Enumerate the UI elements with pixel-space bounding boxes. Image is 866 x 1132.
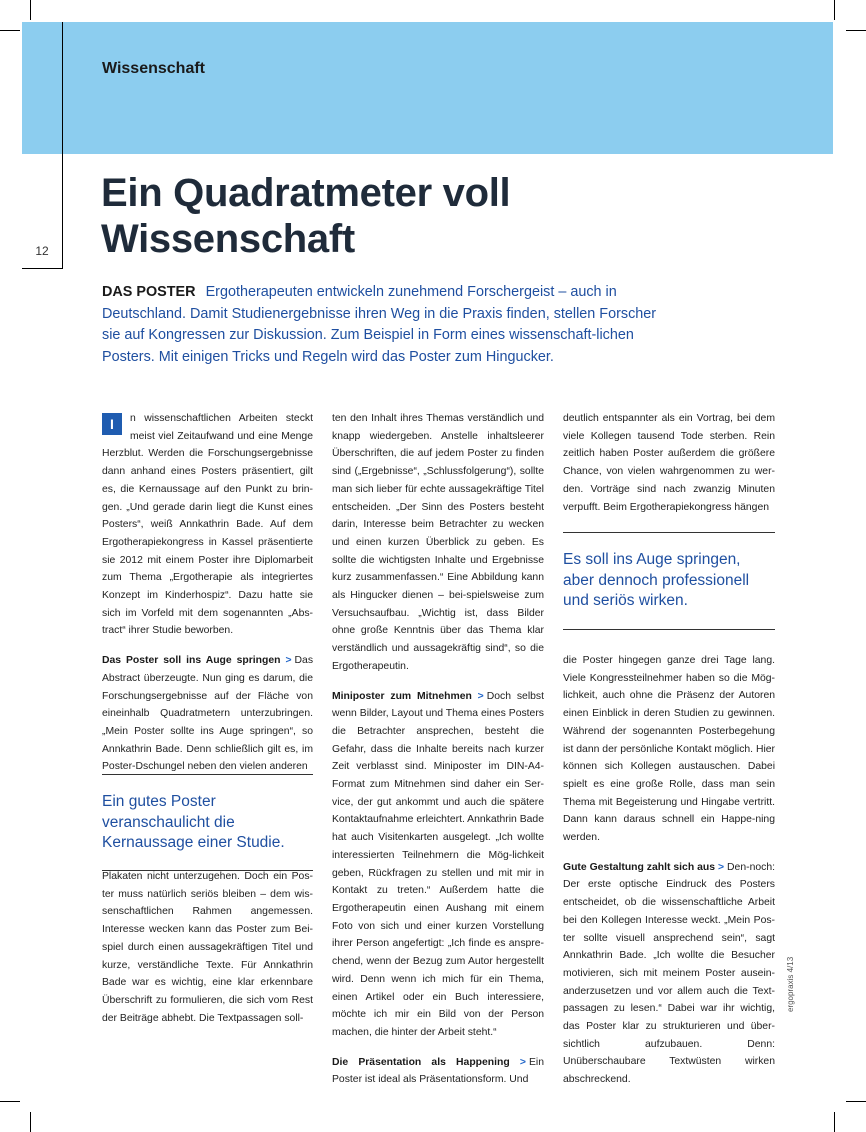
subheading: Miniposter zum Mitnehmen: [332, 690, 472, 702]
arrow-icon: >: [519, 1056, 526, 1068]
article-title: [101, 170, 661, 262]
subheading: Gute Gestaltung zahlt sich aus: [563, 861, 716, 873]
subheading: Das Poster soll ins Auge springen: [102, 655, 281, 667]
paragraph-text: Den-noch: Der erste optische Eindruck des Posters entscheidet, ob die wissenschaftliche Arbeit bei den Kollegen Interesse weckt. „Mein Pos-ter sollte visuell ansprechend sein“, sagt Annkathrin Bade. „Ich wollte die Besucher motivieren, sich mit meinem Poster ausein-anderzusetzen und vor allem auch die Text-passagen zu lesen.“ Dabei war ihr wichtig, das Poster klar zu strukturieren und über-sichtlich aufzubauen. Denn: Unüberschaubare Textwüsten wirken abschreckend.: [563, 861, 775, 1086]
paragraph: [102, 410, 313, 640]
paragraph-text: Doch selbst wenn Bilder, Layout und Thema eines Posters die Betrachter ansprechen, besteht die Gefahr, dass die Inhalte bereits nach kurzer Zeit verblasst sind. Miniposter im DIN-A4-Format zum Mitnehmen sind daher ein Ser-vice, der gut ankommt und auch die spätere Kontaktaufnahme erleichtert. Annkathrin Bade hat auch Visitenkarten ausgelegt. „Ich wollte interessierten Teilnehmern die Mög-lichkeit geben, Rückfragen zu stellen und mit mir in Kontakt zu treten.“ Außerdem hatte die Ergotherapeutin einen Aushang mit einem Foto von sich und einer kurzen Vorstellung ihrer Person angefertigt: „Ich finde es anspre-chend, wenn der Bezug zum Autor hergestellt wird. Denn wenn ich mich für ein Thema, einen Artikel oder ein Buch interessiere, möchte ich mir ein Bild von der Person machen, die hinter der Arbeit steht.“: [332, 690, 544, 1038]
paragraph-text: n wissenschaftlichen Arbeiten steckt meist viel Zeitaufwand und eine Menge Herzblut. Werden die Forschungsergebnisse dann anhand eines Posters präsentiert, gilt es, die Kernaussage auf den Punkt zu brin-gen. „Und gerade darin liegt die Kunst eines Posters“, weiß Annkathrin Bade. Auf dem Ergotherapiekongress in Kassel präsentierte sie 2012 mit einem Poster ihre Diplomarbeit zum Thema „Ergotherapie als integriertes Konzept im Kinderhospiz“. Dazu hatte sie sich im Vorfeld mit dem sogenannten „Abs-tract“ ihrer Studie beworben.: [102, 413, 313, 637]
column-1-continued: [102, 868, 313, 1027]
paragraph-text: Das Abstract überzeugte. Nun ging es darum, die Forschungsergebnisse auf der Fläche von eineinhalb Quadratmetern unterzubringen. „Mein Poster sollte ins Auge springen“, so Annkathrin Bade. Denn schließlich gilt es, im Poster-Dschungel neben den vielen anderen: [102, 655, 314, 773]
paragraph: [102, 652, 313, 776]
article-lead: [102, 282, 672, 368]
paragraph-text: die Poster hingegen ganze drei Tage lang. Viele Kongressteilnehmer haben so die Mög-lichkeit, auch ohne die Präsenz der Autoren einen Einblick in deren Studien zu gewinnen. Während der sogenannten Posterbegehung ist dann der persönliche Kontakt möglich. Hier können sich Kollegen austauschen. Dabei spielt es eine große Rolle, dass man sein Thema mit Begeisterung und Hingabe vertritt. Dann kann daraus schnell ein Happe-ning werden.: [563, 655, 775, 844]
lead-text: Ergotherapeuten entwickeln zunehmend Forschergeist – auch in Deutschland. Damit Studienergebnisse ihren Weg in die Praxis finden, stellen Forscher sie auf Kongressen zur Diskussion. Zum Beispiel in Form eines wissenschaft-lichen Posters. Mit einigen Tricks und Regeln wird das Poster zum Hingucker.: [102, 284, 657, 365]
subheading: Die Präsentation als Happening: [332, 1056, 510, 1068]
arrow-icon: >: [285, 655, 292, 667]
lead-kicker: DAS POSTER: [102, 284, 196, 300]
pullquote: Es soll ins Auge springen, aber dennoch professionell und seriös wirken.: [563, 551, 750, 609]
column-1: [102, 410, 313, 776]
pullquote-rule-top: [102, 774, 313, 775]
column-3: [563, 410, 775, 516]
paragraph: [332, 688, 544, 1042]
crop-mark: [0, 1101, 20, 1102]
arrow-icon: >: [717, 861, 725, 873]
crop-mark: [0, 30, 20, 31]
paragraph: [563, 859, 775, 1089]
crop-mark: [834, 1112, 835, 1132]
journal-issue-label: ergopraxis 4/13: [786, 956, 795, 1012]
margin-rule: [62, 22, 63, 269]
section-label: Wissenschaft: [102, 60, 205, 77]
title-line-1: Ein Quadratmeter voll: [101, 171, 511, 215]
crop-mark: [30, 1112, 31, 1132]
paragraph-text: deutlich entspannter als ein Vortrag, bei dem viele Kollegen tausend Tode sterben. Rein zeitlich haben Poster außerdem die größere Chance, von vielen wahrgenommen zu wer-den. Vorträge sind nach zwanzig Minuten verpufft. Beim Ergotherapiekongress hängen: [563, 413, 775, 513]
pullquote-rule-bottom: [563, 629, 775, 630]
paragraph-text: Plakaten nicht unterzugehen. Doch ein Pos-ter muss natürlich seriös bleiben – dem wis-senschaftlichen Rahmen angemessen. Interesse wecken kann das Poster zum Bei-spiel durch einen aussagekräftigen Titel und kurze, verständliche Texte. Für Annkathrin Bade war es wichtig, eine klar erkennbare Überschrift zu formulieren, die sich vom Rest der Beiträge abhebt. Die Textpassagen soll-: [102, 871, 313, 1024]
pullquote-rule-top: [563, 532, 775, 533]
paragraph-text: Ein Poster ist ideal als Präsentationsform. Und: [332, 1056, 544, 1086]
crop-mark: [846, 30, 866, 31]
arrow-icon: >: [477, 690, 484, 702]
pullquote: Ein gutes Poster veranschaulicht die Kernaussage einer Studie.: [102, 793, 285, 851]
paragraph-text: ten den Inhalt ihres Themas verständlich und knapp wiedergeben. Anstelle inhaltsleerer Überschriften, die auf jedem Poster zu finden sind („Ergebnisse“, „Schlussfolgerung“), sollte man sich lieber für echte aussagekräftige Titel entscheiden. „Der Sinn des Posters besteht darin, Interesse beim Betrachter zu wecken und einen kurzen Überblick zu geben. Es sollte die wichtigsten Inhalte und Ergebnisse kurz zusammenfassen.“ Eine Abbildung kann als Hingucker dienen – bei-spielsweise zum Versuchsaufbau. „Wichtig ist, dass Bilder ohne große Kenntnis über das Thema klar verständlich und aussagekräftig sind“, so die Ergotherapeutin.: [332, 413, 544, 672]
crop-mark: [30, 0, 31, 20]
page-number: 12: [35, 244, 49, 258]
title-line-2: Wissenschaft: [101, 217, 355, 261]
column-3-continued: [563, 652, 775, 1089]
header-band: [22, 22, 833, 154]
page-number-rule: [22, 268, 63, 269]
crop-mark: [834, 0, 835, 20]
crop-mark: [846, 1101, 866, 1102]
dropcap: I: [102, 413, 122, 435]
paragraph: [332, 1054, 544, 1089]
column-2: [332, 410, 544, 1089]
